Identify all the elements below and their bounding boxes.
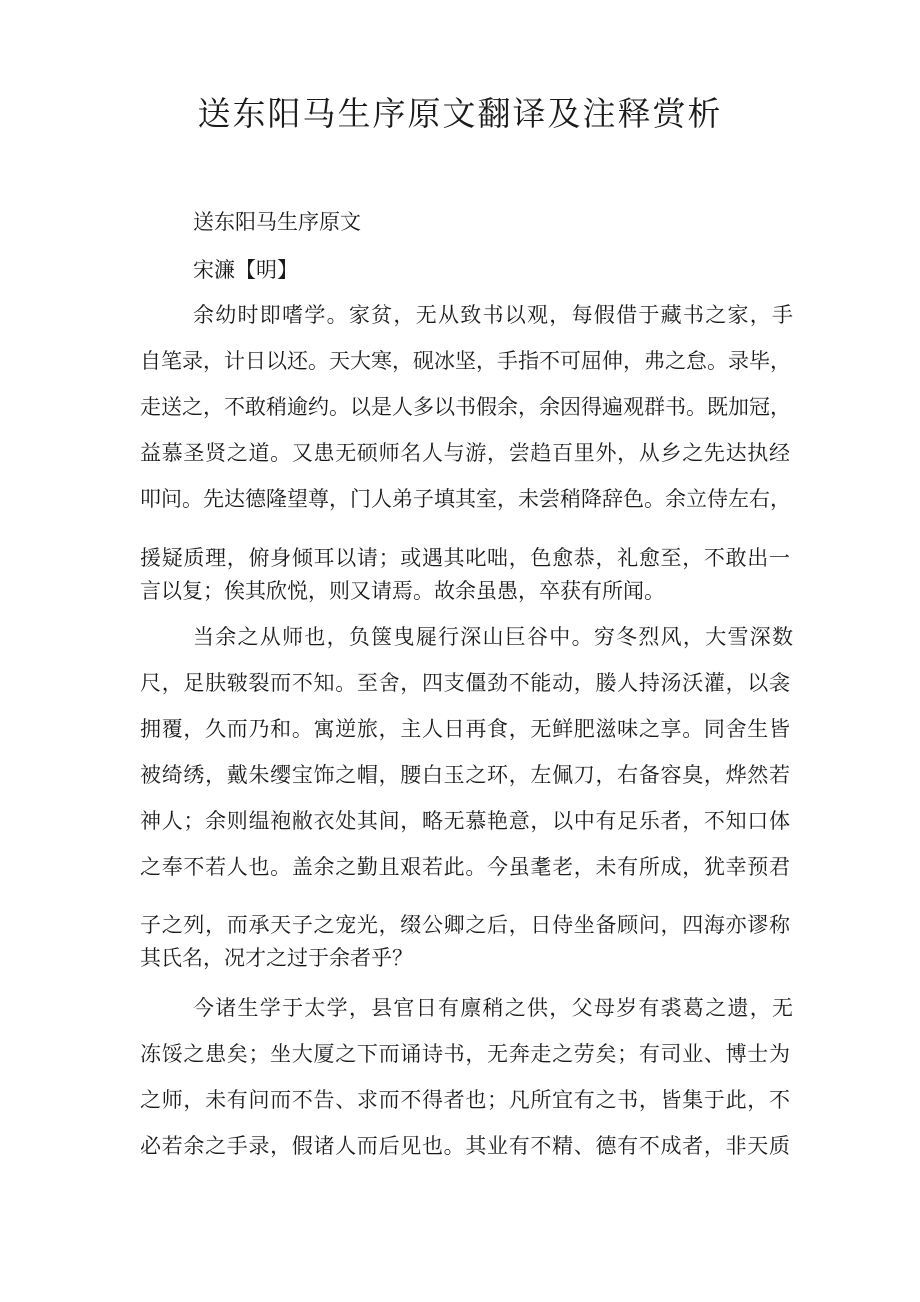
document-title: 送东阳马生序原文翻译及注释赏析	[197, 94, 723, 133]
text-line: 尺，足肤皲裂而不知。至舍，四支僵劲不能动，媵人持汤沃灌，以衾	[140, 671, 790, 695]
text-line: 当余之从师也，负箧曳屣行深山巨谷中。穷冬烈风，大雪深数	[193, 625, 793, 649]
text-line: 神人；余则缊袍敝衣处其间，略无慕艳意，以中有足乐者，不知口体	[140, 809, 790, 833]
text-line: 子之列，而承天子之宠光，缀公卿之后，日侍坐备顾问，四海亦谬称	[140, 913, 790, 937]
text-line: 被绮绣，戴朱缨宝饰之帽，腰白玉之环，左佩刀，右备容臭，烨然若	[140, 763, 790, 787]
text-line: 余幼时即嗜学。家贫，无从致书以观，每假借于藏书之家，手	[193, 303, 793, 327]
text-line: 冻馁之患矣；坐大厦之下而诵诗书，无奔走之劳矣；有司业、博士为	[140, 1042, 790, 1066]
text-line: 其氏名，况才之过于余者乎？	[140, 946, 413, 970]
text-line: 必若余之手录，假诸人而后见也。其业有不精、德有不成者，非天质	[140, 1134, 790, 1158]
text-line: 之师，未有问而不告、求而不得者也；凡所宜有之书，皆集于此，不	[140, 1088, 790, 1112]
text-line: 益慕圣贤之道。又患无硕师名人与游，尝趋百里外，从乡之先达执经	[140, 441, 790, 465]
text-line: 之奉不若人也。盖余之勤且艰若此。今虽耄老，未有所成，犹幸预君	[140, 855, 790, 879]
text-line: 言以复；俟其欣悦，则又请焉。故余虽愚，卒获有所闻。	[140, 579, 665, 603]
author-line: 宋濂【明】	[193, 258, 298, 282]
text-line: 援疑质理，俯身倾耳以请；或遇其叱咄，色愈恭，礼愈至，不敢出一	[140, 546, 790, 570]
text-line: 拥覆，久而乃和。寓逆旅，主人日再食，无鲜肥滋味之享。同舍生皆	[140, 717, 790, 741]
text-line: 走送之，不敢稍逾约。以是人多以书假余，余因得遍观群书。既加冠，	[140, 395, 791, 419]
text-line: 自笔录，计日以还。天大寒，砚冰坚，手指不可屈伸，弗之怠。录毕，	[140, 349, 791, 373]
section-heading: 送东阳马生序原文	[193, 210, 361, 234]
text-line: 今诸生学于太学，县官日有廪稍之供，父母岁有裘葛之遗，无	[193, 996, 793, 1020]
text-line: 叩问。先达德隆望尊，门人弟子填其室，未尝稍降辞色。余立侍左右，	[140, 487, 791, 511]
